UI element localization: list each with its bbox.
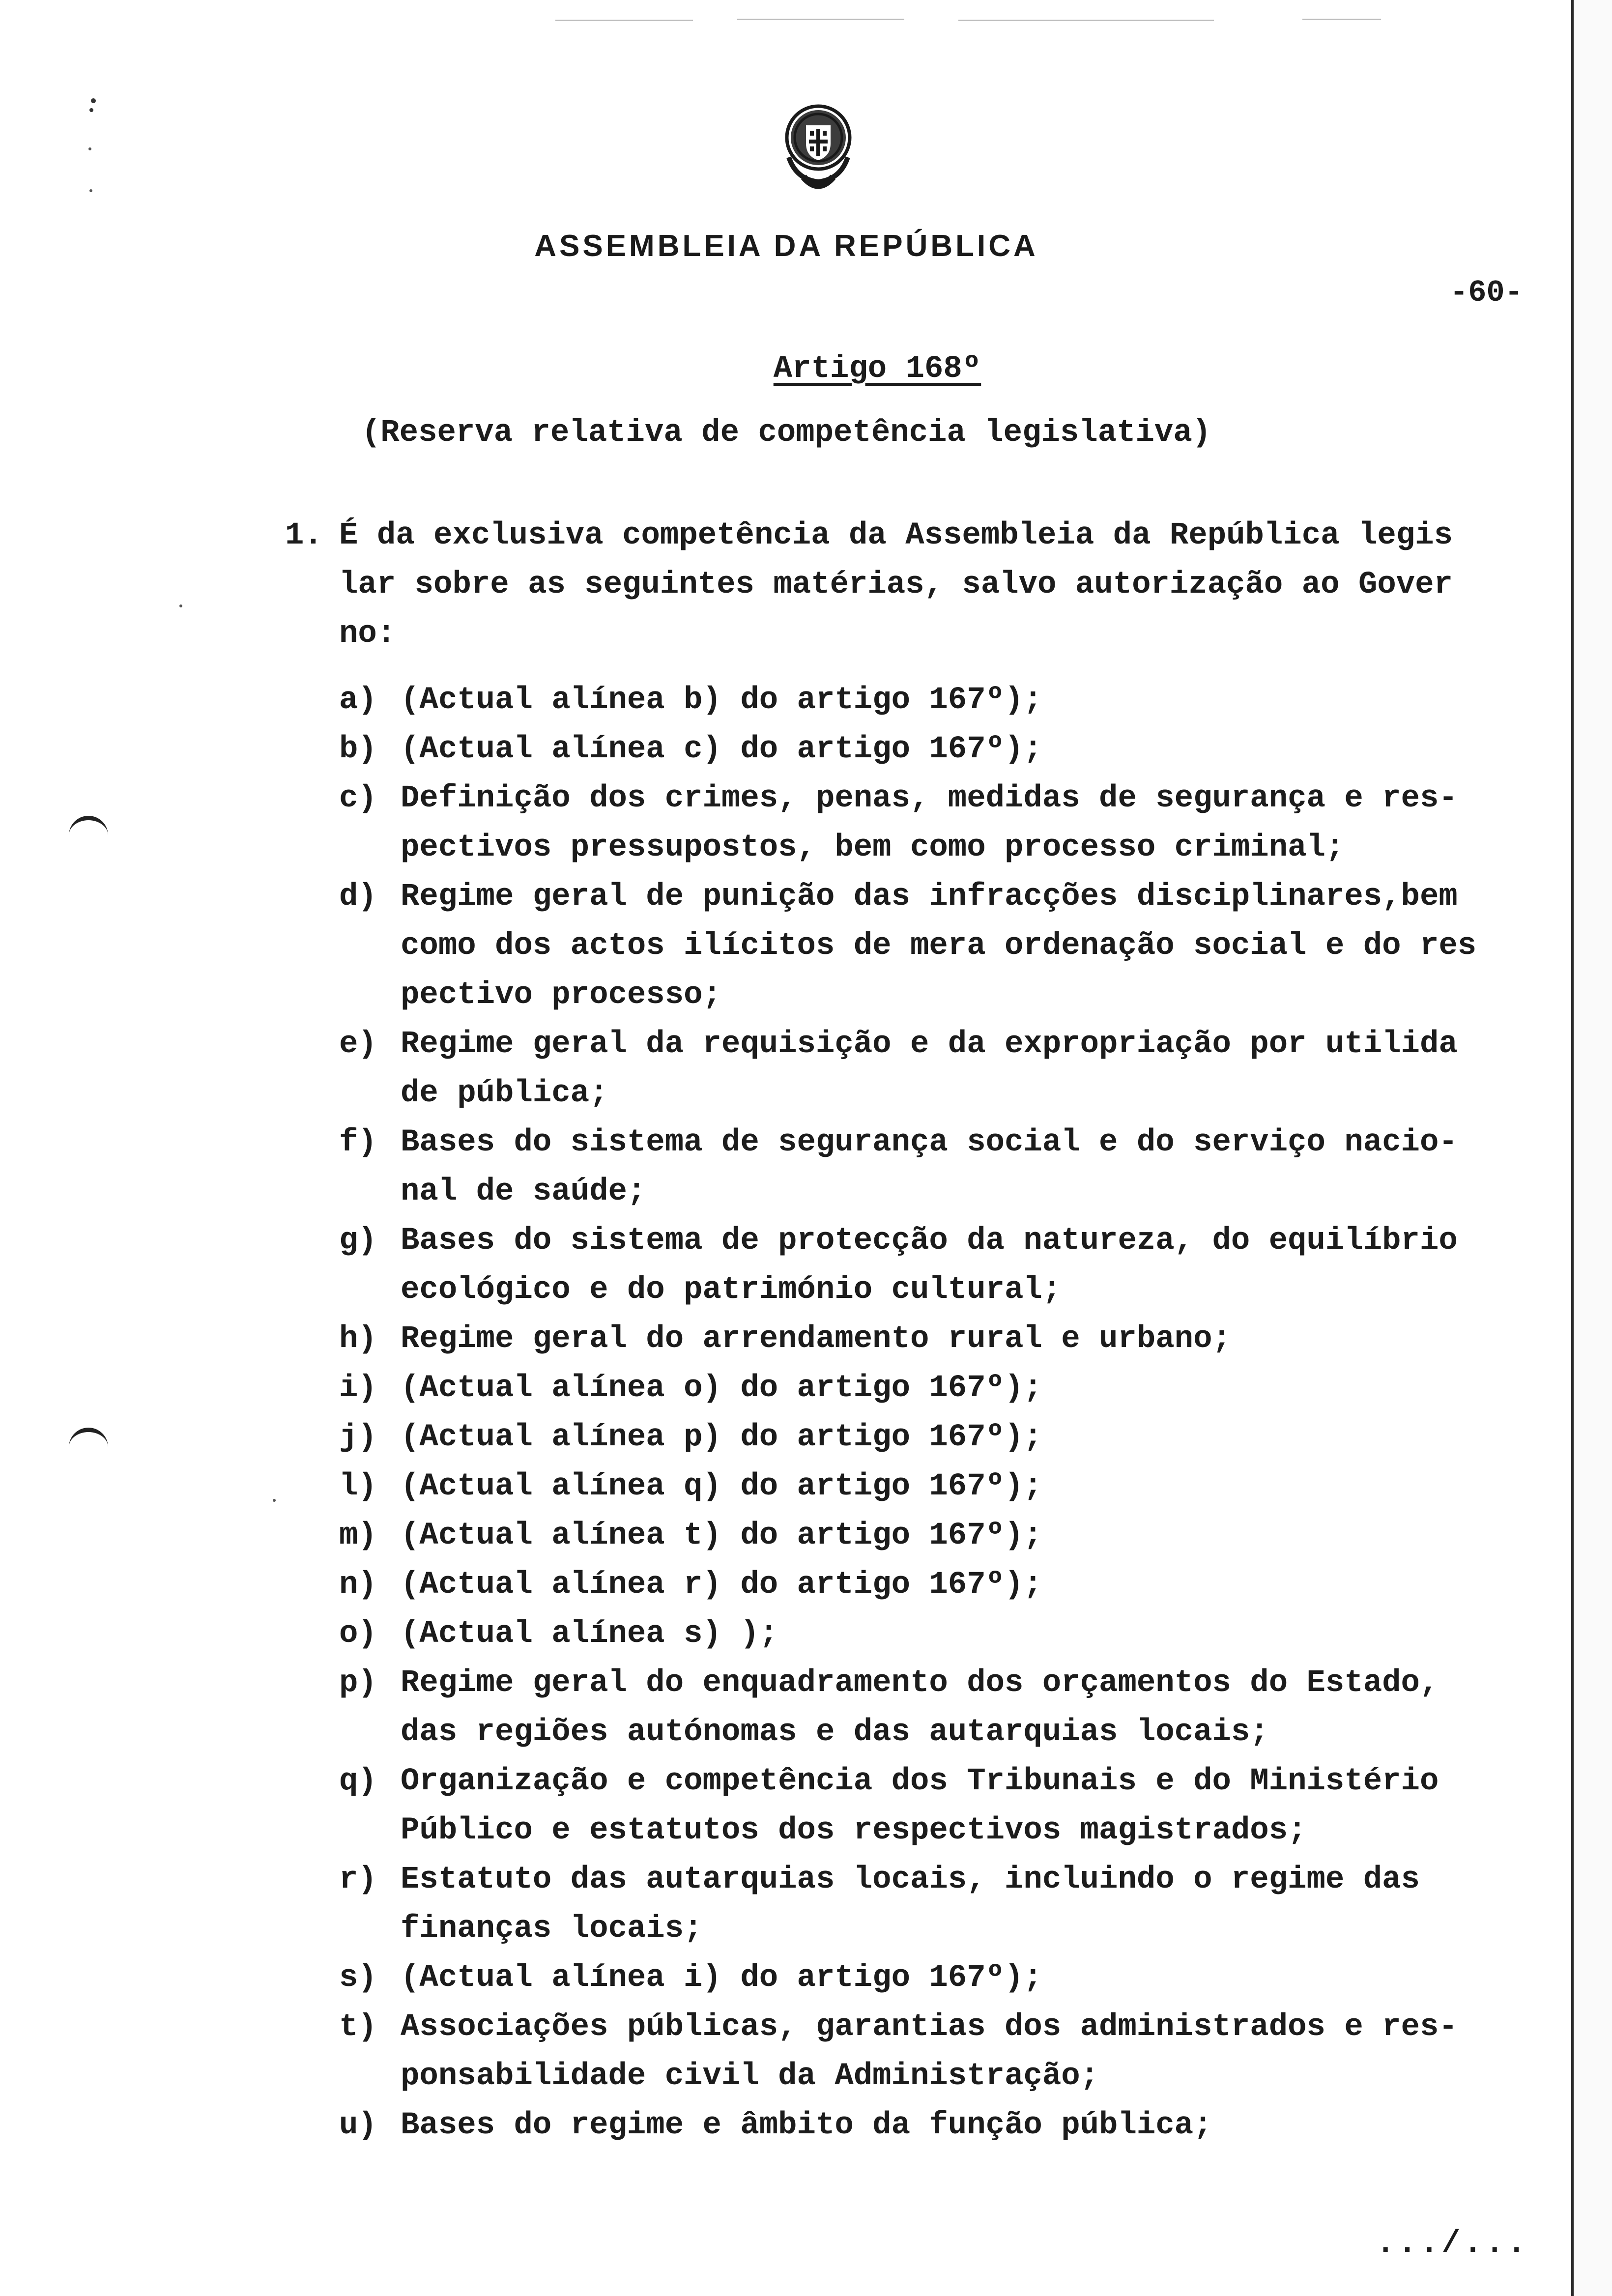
item-line: pectivo processo; <box>401 977 721 1013</box>
item-line: de pública; <box>401 1076 608 1111</box>
scan-artifact <box>958 20 1214 21</box>
punch-hole-mark <box>69 1428 108 1452</box>
paragraph-line: É da exclusiva competência da Assembleia da República legis <box>339 518 1453 553</box>
item-line: Definição dos crimes, penas, medidas de segurança e res- <box>401 781 1458 816</box>
item-letter: p) <box>339 1665 377 1701</box>
item-letter: m) <box>339 1518 377 1553</box>
scan-artifact <box>555 20 693 21</box>
item-letter: d) <box>339 879 377 915</box>
item-letter: n) <box>339 1567 377 1603</box>
item-letter: u) <box>339 2108 377 2143</box>
item-line: nal de saúde; <box>401 1174 646 1209</box>
item-line: finanças locais; <box>401 1911 703 1947</box>
coat-of-arms-icon <box>777 98 860 204</box>
item-line: Bases do sistema de segurança social e do serviço nacio- <box>401 1125 1458 1160</box>
paragraph-line: lar sobre as seguintes matérias, salvo autorização ao Gover <box>339 567 1453 603</box>
item-line: Regime geral da requisição e da expropriação por utilida <box>401 1027 1458 1062</box>
item-line: (Actual alínea p) do artigo 167º); <box>401 1420 1042 1455</box>
item-letter: b) <box>339 732 377 767</box>
item-line: Estatuto das autarquias locais, incluindo o regime das <box>401 1862 1420 1897</box>
item-letter: t) <box>339 2009 377 2045</box>
scan-speck <box>91 98 96 103</box>
item-letter: a) <box>339 683 377 718</box>
item-letter: h) <box>339 1321 377 1357</box>
scan-speck <box>88 147 91 150</box>
item-line: como dos actos ilícitos de mera ordenação social e do res <box>401 928 1477 964</box>
item-letter: o) <box>339 1616 377 1652</box>
paragraph-text <box>339 511 1453 659</box>
item-line: (Actual alínea b) do artigo 167º); <box>401 683 1042 718</box>
item-line: Organização e competência dos Tribunais e do Ministério <box>401 1764 1439 1799</box>
article-subtitle: (Reserva relativa de competência legislativa) <box>361 415 1211 451</box>
item-line: Associações públicas, garantias dos administrados e res- <box>401 2009 1458 2045</box>
item-letter: l) <box>339 1469 377 1504</box>
item-line: (Actual alínea q) do artigo 167º); <box>401 1469 1042 1504</box>
scan-artifact <box>1302 19 1381 20</box>
continuation-mark: .../... <box>1376 2226 1529 2262</box>
scan-speck <box>273 1499 276 1502</box>
scan-speck <box>89 108 93 112</box>
item-line: Público e estatutos dos respectivos magistrados; <box>401 1813 1307 1848</box>
item-line: ecológico e do património cultural; <box>401 1272 1062 1308</box>
item-letter: q) <box>339 1764 377 1799</box>
item-letter: i) <box>339 1371 377 1406</box>
item-line: Bases do regime e âmbito da função pública; <box>401 2108 1212 2143</box>
item-line: (Actual alínea c) do artigo 167º); <box>401 732 1042 767</box>
item-line: pectivos pressupostos, bem como processo criminal; <box>401 830 1345 865</box>
punch-hole-mark <box>69 816 108 840</box>
scan-speck <box>89 189 92 192</box>
item-line: (Actual alínea o) do artigo 167º); <box>401 1371 1042 1406</box>
paragraph-number: 1. <box>285 518 323 553</box>
page-number: -60- <box>1450 275 1523 310</box>
item-line: (Actual alínea i) do artigo 167º); <box>401 1960 1042 1996</box>
scan-artifact <box>737 19 904 20</box>
paragraph-line: no: <box>339 616 396 652</box>
item-letter: j) <box>339 1420 377 1455</box>
item-line: ponsabilidade civil da Administração; <box>401 2059 1099 2094</box>
item-letter: s) <box>339 1960 377 1996</box>
item-line: (Actual alínea r) do artigo 167º); <box>401 1567 1042 1603</box>
article-title: Artigo 168º <box>773 351 981 387</box>
item-letter: f) <box>339 1125 377 1160</box>
item-line: (Actual alínea s) ); <box>401 1616 778 1652</box>
item-letter: r) <box>339 1862 377 1897</box>
item-line: Regime geral de punição das infracções disciplinares,bem <box>401 879 1458 915</box>
header-title: ASSEMBLEIA DA REPÚBLICA <box>534 229 1038 263</box>
item-letter: c) <box>339 781 377 816</box>
item-line: das regiões autónomas e das autarquias locais; <box>401 1715 1269 1750</box>
item-letter: e) <box>339 1027 377 1062</box>
item-letter: g) <box>339 1223 377 1259</box>
scan-speck <box>179 604 182 607</box>
item-line: Bases do sistema de protecção da natureza, do equilíbrio <box>401 1223 1458 1259</box>
item-line: Regime geral do arrendamento rural e urbano; <box>401 1321 1231 1357</box>
item-line: Regime geral do enquadramento dos orçamentos do Estado, <box>401 1665 1439 1701</box>
page-margin <box>1574 0 1612 2296</box>
item-line: (Actual alínea t) do artigo 167º); <box>401 1518 1042 1553</box>
